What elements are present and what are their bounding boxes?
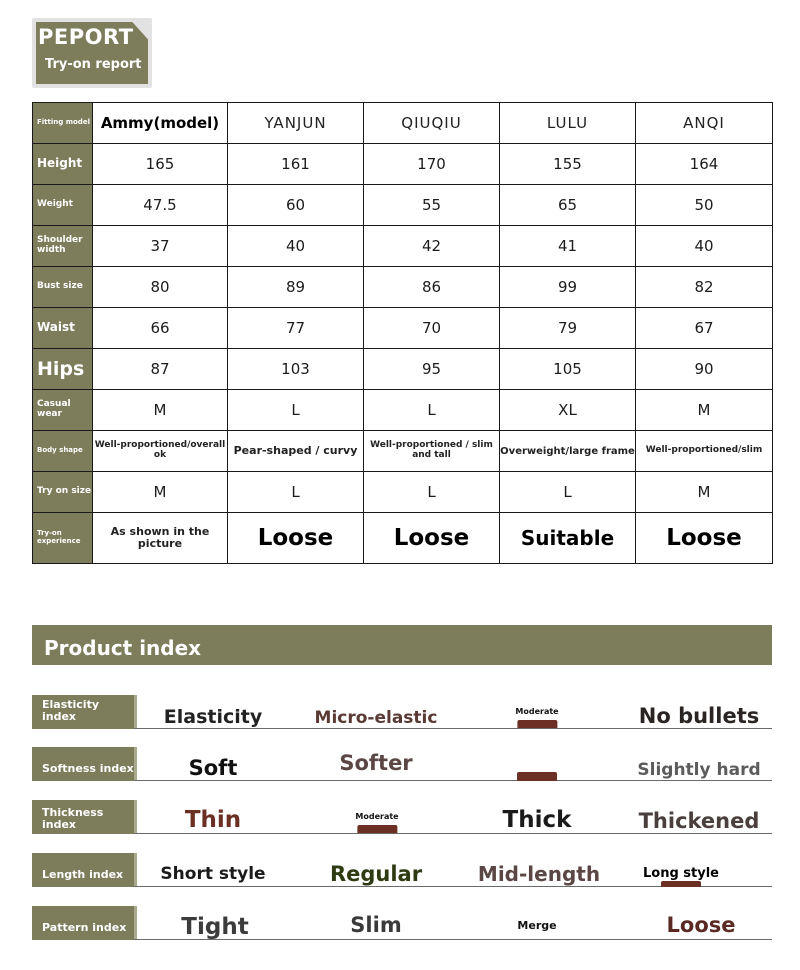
table-cell: 82: [636, 267, 773, 308]
table-cell: Well-proportioned / slim and tall: [364, 431, 500, 472]
table-row: [33, 390, 773, 431]
table-cell: Loose: [364, 513, 500, 564]
table-cell: XL: [500, 390, 636, 431]
row-label: Waist: [33, 308, 93, 349]
selected-marker: [661, 881, 701, 887]
table-cell: 67: [636, 308, 773, 349]
table-cell: 90: [636, 349, 773, 390]
model-name: Ammy(model): [93, 103, 228, 144]
index-label: Elasticity index: [32, 695, 134, 729]
row-label: Try-on experience: [33, 513, 93, 564]
table-cell: Pear-shaped / curvy: [228, 431, 364, 472]
table-row: [33, 308, 773, 349]
index-option: Mid-length: [477, 862, 601, 886]
index-label: Pattern index: [32, 906, 134, 940]
index-option: Thick: [502, 807, 572, 833]
model-name: QIUQIU: [364, 103, 500, 144]
row-label: Try on size: [33, 472, 93, 513]
index-option: Soft: [188, 756, 238, 780]
table-row: [33, 349, 773, 390]
index-option: Elasticity: [163, 706, 263, 728]
table-cell: 66: [93, 308, 228, 349]
index-option-selected: Moderate: [355, 812, 398, 846]
table-row: [33, 513, 773, 564]
index-option-selected: Long style: [643, 853, 719, 887]
table-cell: 161: [228, 144, 364, 185]
selected-marker: [357, 825, 397, 833]
length-index-row: [32, 853, 772, 887]
table-cell: 70: [364, 308, 500, 349]
index-label: Thickness index: [32, 800, 134, 834]
table-cell: 47.5: [93, 185, 228, 226]
row-label: Body shape: [33, 431, 93, 472]
table-cell: 42: [364, 226, 500, 267]
table-cell: 65: [500, 185, 636, 226]
table-cell: 41: [500, 226, 636, 267]
table-cell: Well-proportioned/overall ok: [93, 431, 228, 472]
table-row: [33, 472, 773, 513]
table-row: [33, 144, 773, 185]
row-label: Weight: [33, 185, 93, 226]
table-cell: 55: [364, 185, 500, 226]
table-cell: 105: [500, 349, 636, 390]
table-cell: 99: [500, 267, 636, 308]
index-option: Softer: [339, 751, 413, 775]
index-option: Short style: [160, 864, 266, 884]
table-cell: 89: [228, 267, 364, 308]
table-row: [33, 226, 773, 267]
table-cell: 40: [228, 226, 364, 267]
softness-index-row: [32, 747, 772, 781]
index-label: Softness index: [32, 747, 134, 781]
label-edge: [134, 747, 137, 781]
index-option: Merge: [517, 919, 557, 932]
index-option: Regular: [329, 862, 423, 886]
product-index-title: Product index: [32, 625, 772, 665]
index-option: Thin: [184, 807, 242, 833]
table-row: [33, 185, 773, 226]
table-cell: L: [500, 472, 636, 513]
table-cell: Well-proportioned/slim: [636, 431, 773, 472]
table-cell: 50: [636, 185, 773, 226]
label-edge: [134, 906, 137, 940]
index-label: Length index: [32, 853, 134, 887]
row-label: Casual wear: [33, 390, 93, 431]
index-option: Micro-elastic: [314, 708, 438, 728]
table-cell: M: [636, 390, 773, 431]
table-cell: L: [364, 390, 500, 431]
index-option: Loose: [666, 913, 736, 937]
table-cell: Loose: [228, 513, 364, 564]
index-option: Thickened: [638, 809, 760, 833]
index-option-selected: Moderate: [515, 707, 558, 741]
label-edge: [134, 800, 137, 834]
try-on-table: [32, 102, 773, 564]
table-cell: 95: [364, 349, 500, 390]
badge-subtitle: Try-on report: [45, 57, 142, 72]
index-option: No bullets: [638, 704, 760, 728]
model-name: LULU: [500, 103, 636, 144]
table-cell: Loose: [636, 513, 773, 564]
elasticity-index-row: [32, 695, 772, 729]
table-row: [33, 431, 773, 472]
index-option: Tight: [181, 914, 249, 940]
row-label: Fitting model: [33, 103, 93, 144]
table-cell: 164: [636, 144, 773, 185]
table-cell: 103: [228, 349, 364, 390]
row-label: Height: [33, 144, 93, 185]
table-cell: L: [364, 472, 500, 513]
label-edge: [134, 695, 137, 729]
model-name: ANQI: [636, 103, 773, 144]
table-cell: 170: [364, 144, 500, 185]
table-cell: L: [228, 472, 364, 513]
row-label: Bust size: [33, 267, 93, 308]
table-cell: 80: [93, 267, 228, 308]
table-cell: 37: [93, 226, 228, 267]
table-cell: M: [93, 472, 228, 513]
thickness-index-row: [32, 800, 772, 834]
table-cell: 77: [228, 308, 364, 349]
table-cell: M: [636, 472, 773, 513]
table-cell: Overweight/large frame: [500, 431, 636, 472]
table-cell: Suitable: [500, 513, 636, 564]
table-cell: L: [228, 390, 364, 431]
table-cell: 40: [636, 226, 773, 267]
row-label: Shoulder width: [33, 226, 93, 267]
table-row: [33, 267, 773, 308]
pattern-index-row: [32, 906, 772, 940]
table-cell: 87: [93, 349, 228, 390]
table-cell: As shown in the picture: [93, 513, 228, 564]
table-cell: 165: [93, 144, 228, 185]
badge-title: PEPORT: [38, 25, 134, 49]
report-badge: [32, 18, 152, 88]
model-name: YANJUN: [228, 103, 364, 144]
selected-marker: [517, 720, 557, 728]
index-option: Slim: [350, 913, 402, 937]
table-cell: M: [93, 390, 228, 431]
label-edge: [134, 853, 137, 887]
table-header-row: [33, 103, 773, 144]
row-label: Hips: [33, 349, 93, 390]
table-cell: 86: [364, 267, 500, 308]
selected-marker: [517, 772, 557, 781]
table-cell: 79: [500, 308, 636, 349]
index-option: Slightly hard: [637, 760, 761, 780]
table-cell: 155: [500, 144, 636, 185]
table-cell: 60: [228, 185, 364, 226]
